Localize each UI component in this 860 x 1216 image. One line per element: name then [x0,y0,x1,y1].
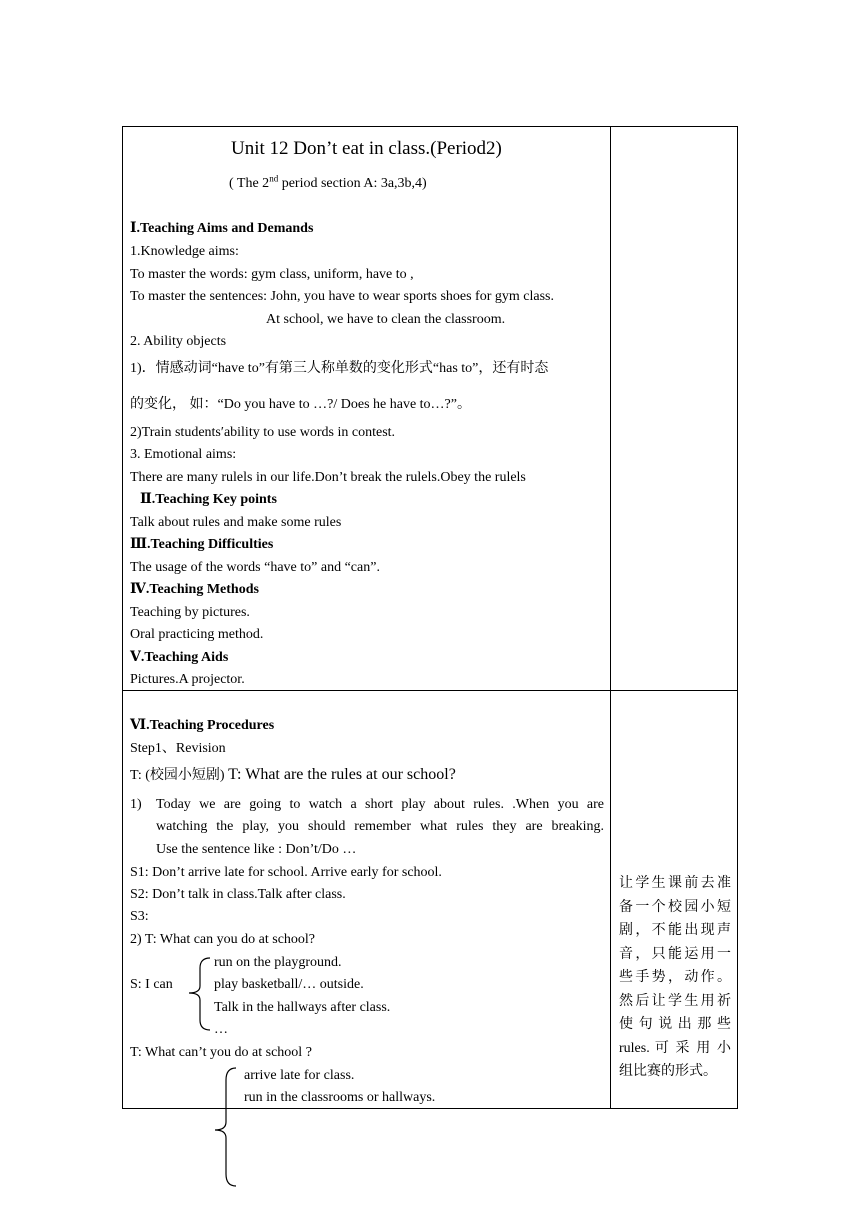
item-1-line: Today we are going to watch a short play about rules. .When you are [156,797,604,812]
cant-list-brace-icon [212,1066,242,1190]
side-note-line: 音，只能运用一 [619,946,731,962]
ability-item-1b: 的变化， 如：“Do you have to …?/ Does he have to…?”。 [130,397,471,412]
emotional-aims: 3. Emotional aims: [130,447,237,462]
can-list-brace-icon [186,956,216,1032]
can-list-item: run on the playground. [214,955,342,970]
item-1-number: 1) [130,797,142,812]
item-2-line: 2) T: What can you do at school? [130,932,316,947]
cant-list-item: run in the classrooms or hallways. [244,1090,436,1105]
difficulties-text: The usage of the words “have to” and “can”. [130,560,380,575]
words-text: To master the words: gym class, uniform, have to , [130,267,414,282]
side-note-line: 组比赛的形式。 [619,1064,717,1079]
aims-heading: Ⅰ.Teaching Aims and Demands [130,221,314,236]
ability-item-2: 2)Train students′ability to use words in contest. [130,425,396,440]
item-1-line: Use the sentence like : Don’t/Do … [156,842,357,857]
method-item: Oral practicing method. [130,627,264,642]
can-list-item: Talk in the hallways after class. [214,1000,391,1015]
side-note [619,872,731,1084]
teacher-cant-question: T: What can’t you do at school ? [130,1045,312,1060]
procedures-heading: Ⅵ.Teaching Procedures [130,718,275,733]
key-points-heading: Ⅱ.Teaching Key points [140,492,277,507]
key-points-text: Talk about rules and make some rules [130,515,342,530]
side-note-line: 剧，不能出现声 [619,923,731,938]
cant-list-item: arrive late for class. [244,1068,355,1083]
student-3-line: S3: [130,909,149,924]
student-can-label: S: I can [130,977,173,992]
document-title: Unit 12 Don’t eat in class.(Period2) [231,138,502,159]
side-note-line: 备一个校园小短 [619,899,731,915]
sentences-text: To master the sentences: John, you have to wear sports shoes for gym class. [130,289,554,304]
teacher-question: T: (校园小短剧) T: What are the rules at our school? [130,766,456,783]
ability-objects: 2. Ability objects [130,334,227,349]
method-item: Teaching by pictures. [130,605,250,620]
side-note-line: 些手势，动作。 [619,970,731,985]
difficulties-heading: Ⅲ.Teaching Difficulties [130,537,274,552]
knowledge-aims: 1.Knowledge aims: [130,244,239,259]
document-subtitle: ( The 2nd period section A: 3a,3b,4) [229,173,427,191]
item-1-line: watching the play, you should remember what rules they are breaking. [156,819,604,834]
aids-text: Pictures.A projector. [130,672,245,687]
aids-heading: Ⅴ.Teaching Aids [130,650,229,665]
student-2-line: S2: Don’t talk in class.Talk after class. [130,887,346,902]
row-divider [122,690,738,691]
step-1: Step1、Revision [130,741,226,756]
student-1-line: S1: Don’t arrive late for school. Arrive early for school. [130,865,442,880]
emotional-text: There are many rulels in our life.Don’t break the rulels.Obey the rulels [130,470,526,485]
side-note-line: 然后让学生用祈 [619,993,731,1009]
can-list-item: … [214,1022,228,1037]
side-note-line: 让学生课前去准 [619,876,731,891]
methods-heading: Ⅳ.Teaching Methods [130,582,259,597]
side-note-line: rules. 可 采 用 小 [619,1040,731,1056]
can-list-item: play basketball/… outside. [214,977,364,992]
side-note-line: 使 句 说 出 那 些 [619,1017,731,1032]
column-divider [610,126,611,1109]
sentences-text-2: At school, we have to clean the classroom. [266,312,506,327]
ability-item-1a: 1)．情感动词“have to”有第三人称单数的变化形式“has to”，还有时态 [130,361,549,376]
